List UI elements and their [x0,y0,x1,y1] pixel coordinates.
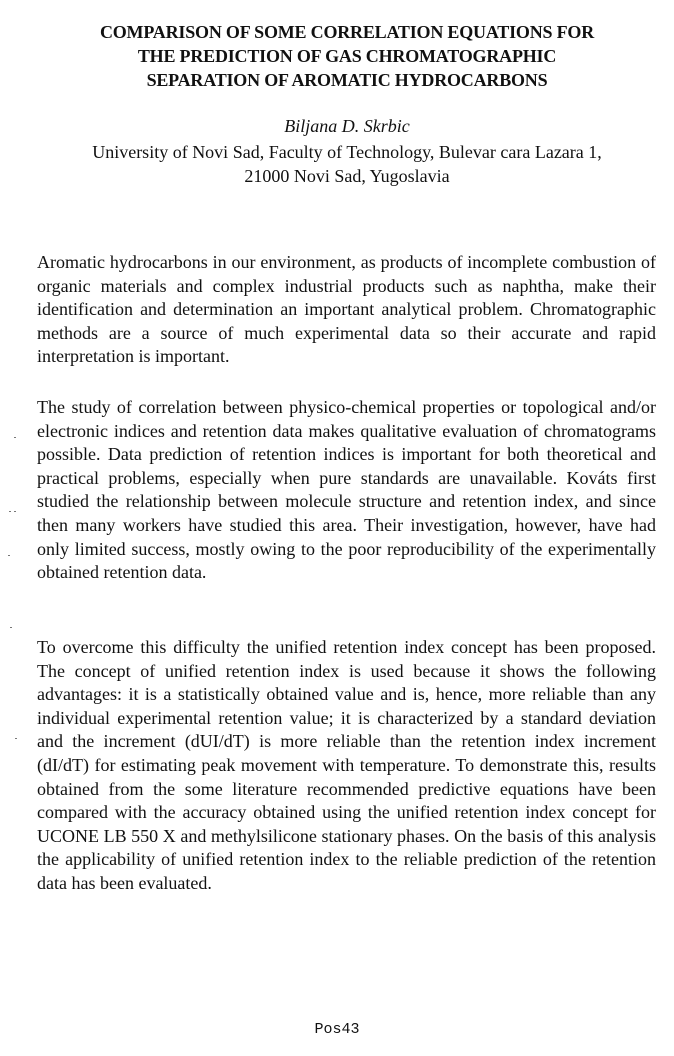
scan-speck [14,437,16,438]
affiliation-line: University of Novi Sad, Faculty of Technology, Bulevar cara Lazara 1, [92,142,602,162]
title-line: COMPARISON OF SOME CORRELATION EQUATIONS FOR [99,22,595,42]
affiliation-line: 21000 Novi Sad, Yugoslavia [244,166,450,186]
author-affiliation [40,140,654,188]
paper-title [40,20,654,92]
scan-speck [8,555,10,556]
abstract-paragraph-3: To overcome this difficulty the unified retention index concept has been proposed. The concept of unified retention index is used because it shows the following advantages: it is a statistically obtained value and is, hence, more reliable than any individual experimental retention value; it is characterized by a standard deviation and the increment (dUI/dT) is more reliable than the retention index increment (dI/dT) for estimating peak movement with temperature. To demonstrate this, results obtained from the some literature recommended predictive equations have been compared with the accuracy obtained using the unified retention index concept for UCONE LB 550 X and methylsilicone stationary phases. On the basis of this analysis the applicability of unified retention index to the reliable prediction of the retention data has been evaluated. [37,637,656,893]
scan-speck [15,738,17,739]
scan-speck [14,511,16,512]
scan-speck [9,511,11,512]
abstract-paragraph-1: Aromatic hydrocarbons in our environment, as products of incomplete combustion of organic materials and complex industrial products such as naphtha, make their identification and determination an important analytical problem. Chromatographic methods are a source of much experimental data so their accurate and rapid interpretation is important. [37,252,656,367]
scan-speck [10,627,12,628]
abstract-paragraph-2: The study of correlation between physico-chemical properties or topological and/or electronic indices and retention data makes qualitative evaluation of chromatograms possible. Data prediction of retention indices is important for both theoretical and practical problems, especially when pure standards are unavailable. Kováts first studied the relationship between molecule structure and retention index, and since then many workers have studied this area. Their investigation, however, have had only limited success, mostly owing to the poor reproducibility of the experimentally obtained retention data. [37,397,656,583]
title-line: SEPARATION OF AROMATIC HYDROCARBONS [146,70,548,90]
page-footer-code: Pos43 [314,1021,360,1038]
author-name: Biljana D. Skrbic [284,116,410,136]
title-line: THE PREDICTION OF GAS CHROMATOGRAPHIC [137,46,557,66]
